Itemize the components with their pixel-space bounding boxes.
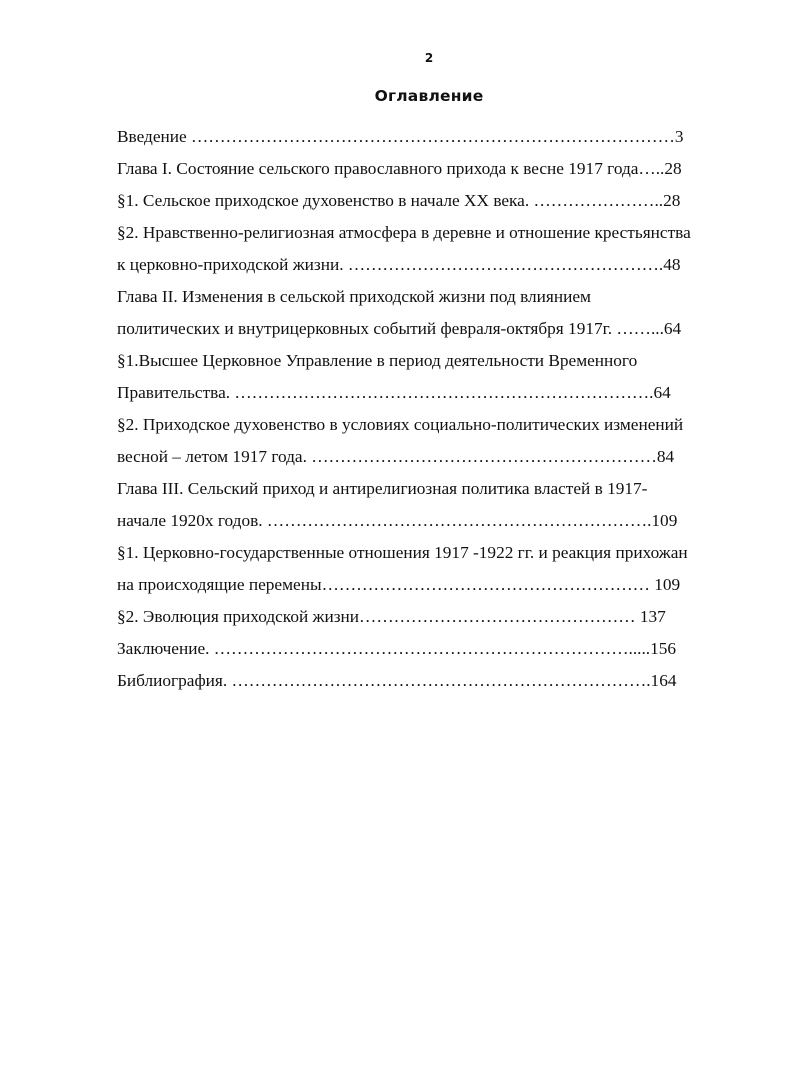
toc-line-introduction: Введение …………………………………………………………………………3	[117, 127, 684, 146]
toc-line-chapter-1-section-2-cont: к церковно-приходской жизни. ……………………………………………….48	[117, 255, 681, 274]
toc-line-chapter-3: Глава III. Сельский приход и антирелигиозная политика властей в 1917-	[117, 479, 648, 498]
toc-line-chapter-3-section-1: §1. Церковно-государственные отношения 1917 -1922 гг. и реакция прихожан	[117, 543, 688, 562]
toc-line-chapter-1: Глава I. Состояние сельского православного прихода к весне 1917 года…..28	[117, 159, 682, 178]
page-number: 2	[424, 51, 434, 65]
toc-line-chapter-3-section-1-cont: на происходящие перемены………………………………………………… 109	[117, 575, 681, 594]
toc-line-chapter-3-section-2: §2. Эволюция приходской жизни………………………………………… 137	[117, 607, 666, 626]
toc-line-chapter-2-section-1-cont: Правительства. ……………………………………………………………….64	[117, 383, 671, 402]
toc-line-chapter-1-section-2: §2. Нравственно-религиозная атмосфера в деревне и отношение крестьянства	[117, 223, 691, 242]
toc-line-chapter-2-cont: политических и внутрицерковных событий февраля-октября 1917г. ……...64	[117, 319, 682, 338]
toc-line-chapter-2-section-1: §1.Высшее Церковное Управление в период деятельности Временного	[117, 351, 638, 370]
toc-line-chapter-2-section-2: §2. Приходское духовенство в условиях социально-политических изменений	[117, 415, 684, 434]
toc-title: Оглавление	[374, 87, 484, 105]
toc-line-conclusion: Заключение. ……………………………………………………………….....156	[117, 639, 677, 658]
toc-line-chapter-2: Глава II. Изменения в сельской приходской жизни под влиянием	[117, 287, 591, 306]
toc-line-chapter-1-section-1: §1. Сельское приходское духовенство в начале XX века. …………………..28	[117, 191, 681, 210]
table-of-contents	[117, 121, 742, 697]
toc-line-bibliography: Библиография. ……………………………………………………………….164	[117, 671, 677, 690]
toc-line-chapter-2-section-2-cont: весной – летом 1917 года. ……………………………………………………84	[117, 447, 675, 466]
toc-line-chapter-3-cont: начале 1920х годов. ………………………………………………………….109	[117, 511, 678, 530]
